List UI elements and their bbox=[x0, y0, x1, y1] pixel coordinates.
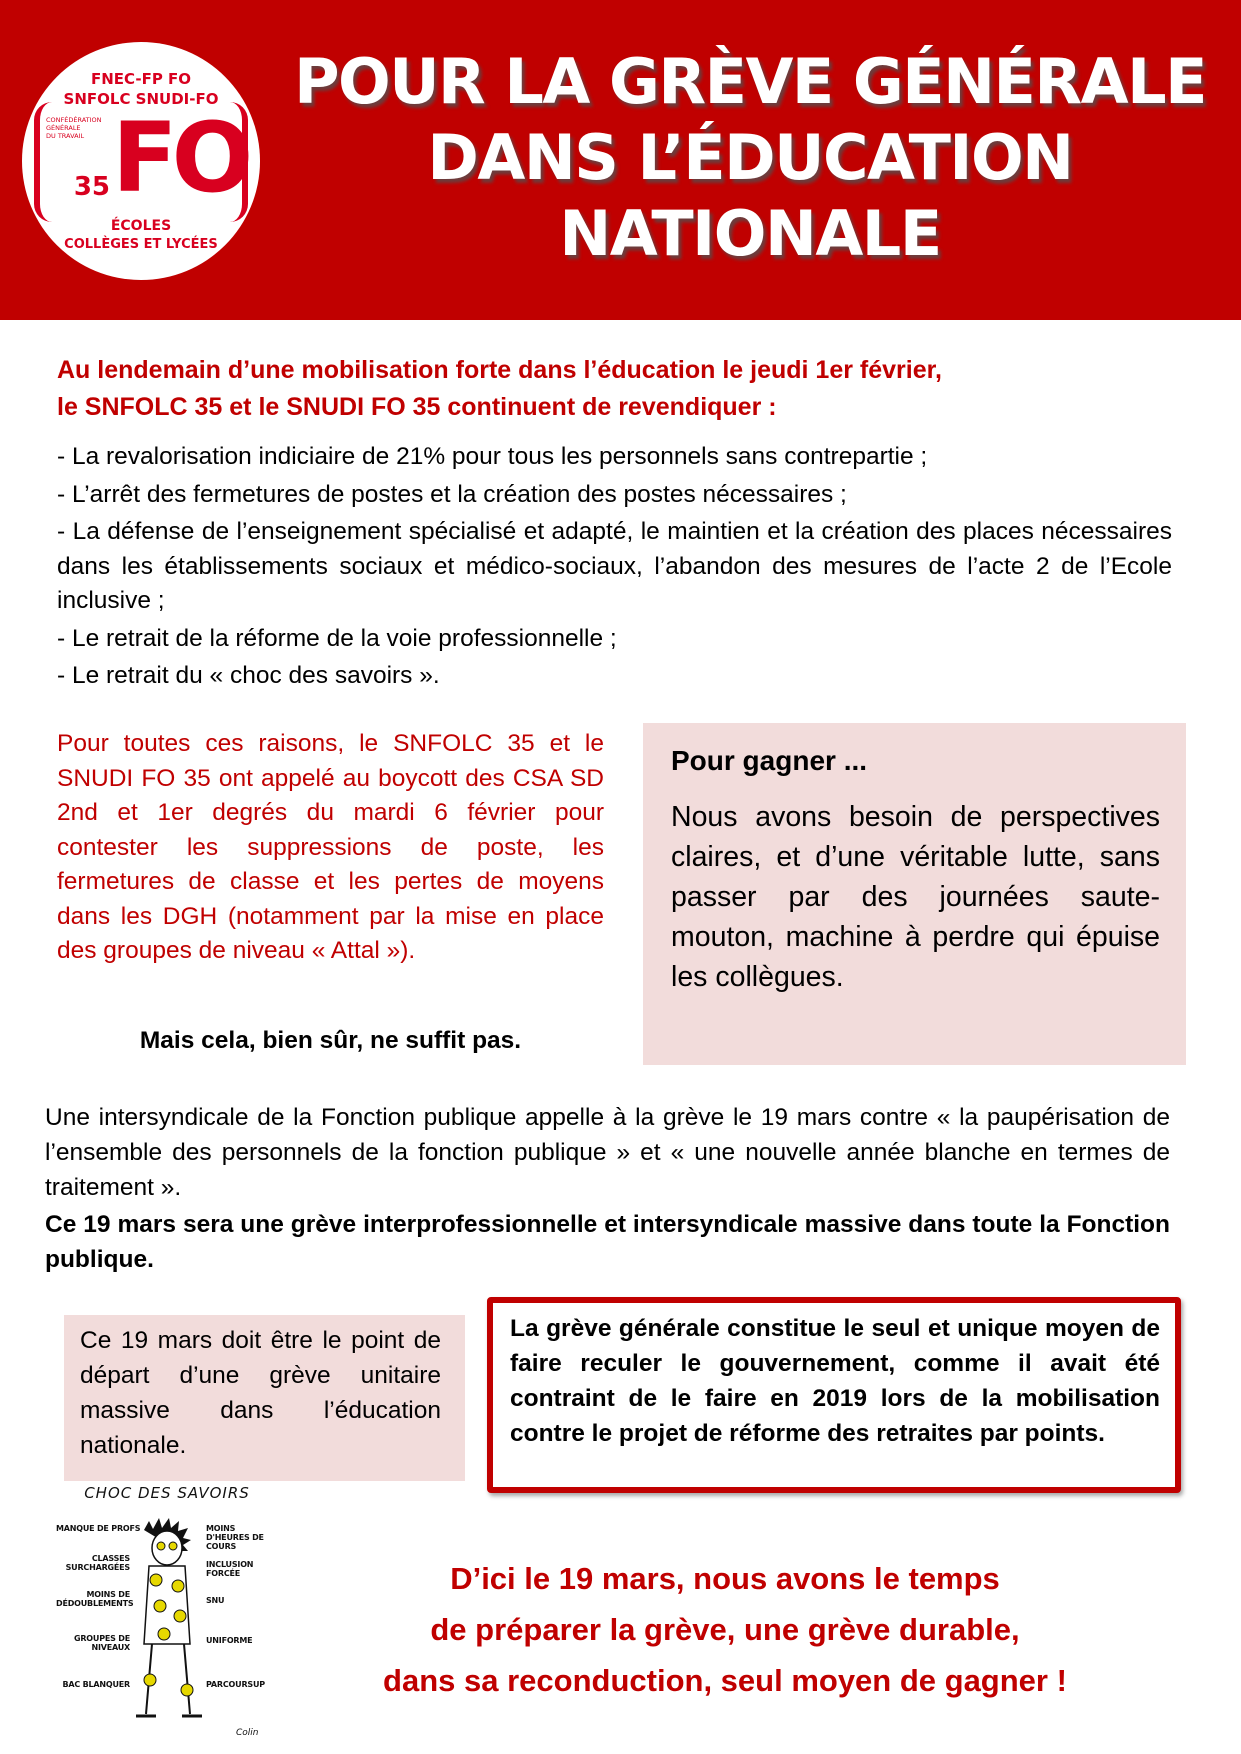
starting-point-box: Ce 19 mars doit être le point de départ d’une grève unitaire massive dans l’éducation nationale. bbox=[64, 1315, 465, 1481]
logo-fo-row bbox=[46, 102, 248, 214]
demand-item: - Le retrait de la réforme de la voie professionnelle ; bbox=[57, 624, 617, 652]
fo-union-logo bbox=[22, 42, 260, 280]
logo-bottom-line-2: COLLÈGES ET LYCÉES bbox=[64, 237, 218, 252]
header-banner bbox=[0, 0, 1241, 320]
demand-item: - Le retrait du « choc des savoirs ». bbox=[57, 662, 440, 689]
cartoon-label-right: PARCOURSUP bbox=[206, 1680, 265, 1689]
closing-call bbox=[280, 1553, 1170, 1706]
intro-statement bbox=[57, 352, 1177, 426]
demand-item: - La défense de l’enseignement spécialisé et adapté, le maintien et la création des places nécessaires dans les établissements sociaux et médico-sociaux, l’abandon des mesures de l’acte 2 de l’Ecole inclusive ; bbox=[57, 518, 1172, 614]
cartoon-label-right: MOINS D'HEURES DE COURS bbox=[206, 1524, 264, 1551]
boycott-paragraph: Pour toutes ces raisons, le SNFOLC 35 et le SNUDI FO 35 ont appelé au boycott des CSA SD 2nd et 1er degrés du mardi 6 février pour contester les suppressions de poste, les fermetures de classe et les pertes de moyens dans les DGH (notamment par la mise en place des groupes de niveau « Attal »). bbox=[57, 730, 604, 964]
intro-line: le SNFOLC 35 et le SNUDI FO 35 continuent de revendiquer : bbox=[57, 393, 777, 421]
cartoon-label-left: MANQUE DE PROFS bbox=[56, 1524, 141, 1533]
title-line: DANS L’ÉDUCATION bbox=[427, 121, 1073, 194]
interunion-bold-statement: Ce 19 mars sera une grève interprofessionnelle et intersyndicale massive dans toute la Fonction publique. bbox=[45, 1211, 1170, 1273]
title-line: NATIONALE bbox=[559, 197, 941, 270]
general-strike-box: La grève générale constitue le seul et unique moyen de faire reculer le gouvernement, comme il avait été contraint de le faire en 2019 lors de la mobilisation contre le projet de réforme des retraites par points. bbox=[487, 1297, 1181, 1493]
cartoon-label-left: GROUPES DE NIVEAUX bbox=[73, 1634, 130, 1652]
logo-fo-letters: FO bbox=[112, 102, 248, 214]
page-title bbox=[270, 44, 1230, 272]
pour-gagner-text: Nous avons besoin de perspectives claires, et d’une véritable lutte, sans passer par des journées saute-mouton, machine à perdre qui épuise les collègues. bbox=[671, 801, 1160, 993]
demand-item: - L’arrêt des fermetures de postes et la création des postes nécessaires ; bbox=[57, 480, 847, 508]
cartoon-figure-icon bbox=[130, 1508, 204, 1740]
choc-des-savoirs-cartoon bbox=[56, 1484, 278, 1750]
not-enough-statement: Mais cela, bien sûr, ne suffit pas. bbox=[139, 1027, 522, 1054]
pour-gagner-heading: Pour gagner ... bbox=[671, 745, 868, 776]
cartoon-label-left: MOINS DE DÉDOUBLEMENTS bbox=[56, 1590, 134, 1608]
closing-line: D’ici le 19 mars, nous avons le temps bbox=[450, 1561, 1000, 1596]
cartoon-label-right: INCLUSION FORCÉE bbox=[206, 1560, 254, 1578]
logo-top-line-1: FNEC-FP FO bbox=[90, 70, 192, 88]
logo-side-text-2: DU TRAVAIL bbox=[46, 132, 85, 140]
interunion-paragraph: Une intersyndicale de la Fonction publique appelle à la grève le 19 mars contre « la paupérisation de l’ensemble des personnels de la fonction publique » et « une nouvelle année blanche en termes de traitement ». bbox=[45, 1104, 1170, 1201]
cartoon-label-left: BAC BLANQUER bbox=[62, 1680, 130, 1689]
demands-list bbox=[57, 440, 1172, 697]
logo-bottom-line-1: ÉCOLES bbox=[110, 218, 172, 234]
cartoon-label-right: SNU bbox=[206, 1596, 225, 1605]
cartoon-label-right: UNIFORME bbox=[206, 1636, 253, 1645]
cartoon-label-left: CLASSES SURCHARGÉES bbox=[65, 1554, 130, 1572]
closing-line: dans sa reconduction, seul moyen de gagner ! bbox=[383, 1663, 1067, 1698]
logo-number: 35 bbox=[73, 172, 110, 202]
cartoon-title: CHOC DES SAVOIRS bbox=[84, 1484, 250, 1502]
logo-top-line-2: SNFOLC SNUDI-FO bbox=[63, 90, 219, 108]
closing-line: de préparer la grève, une grève durable, bbox=[430, 1612, 1020, 1647]
demand-item: - La revalorisation indiciaire de 21% pour tous les personnels sans contrepartie ; bbox=[57, 443, 928, 470]
cartoon-signature: Colin bbox=[236, 1728, 259, 1738]
pour-gagner-box bbox=[643, 723, 1186, 1065]
intro-line: Au lendemain d’une mobilisation forte dans l’éducation le jeudi 1er février, bbox=[57, 356, 942, 384]
title-line: POUR LA GRÈVE GÉNÉRALE bbox=[294, 45, 1206, 118]
logo-side-text-1: CONFÉDÉRATION GÉNÉRALE bbox=[46, 116, 102, 132]
logo-side-text bbox=[46, 116, 116, 140]
